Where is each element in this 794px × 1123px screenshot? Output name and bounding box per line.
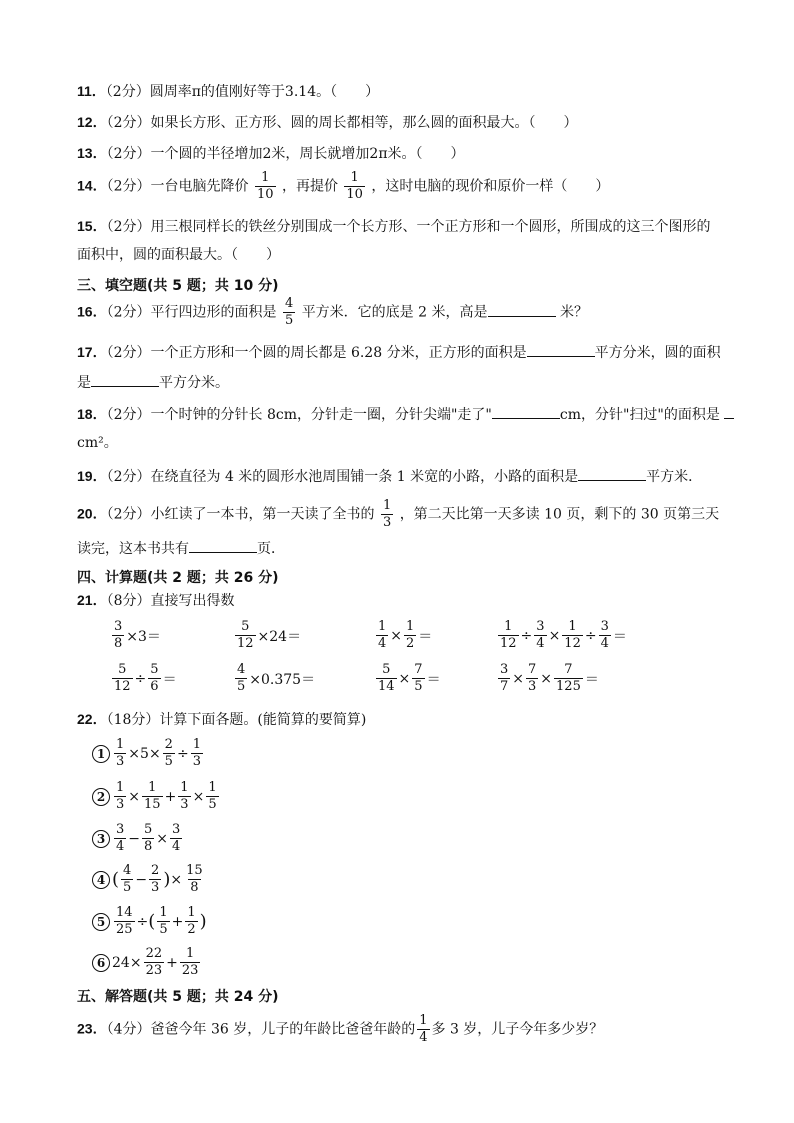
score: （2分） xyxy=(106,506,151,523)
question-16 xyxy=(77,296,588,329)
calc-item: $\frac{1}{12}$ ÷ $\frac{3}{4}$ × $\frac{1}{12}$ ÷ $\frac{3}{4}$ ＝ xyxy=(500,619,627,651)
calc-item: $\frac{5}{14}$ × $\frac{7}{5}$ ＝ xyxy=(378,662,441,694)
question-text: 一个时钟的分针长 8cm，分针走一圈，分针尖端"走了" xyxy=(150,407,492,423)
score: （2分） xyxy=(106,304,151,321)
score: （2分） xyxy=(106,219,151,235)
score: （8分） xyxy=(106,593,151,609)
question-18-cont: cm²。 xyxy=(77,435,118,451)
question-text: 平方分米，圆的面积 xyxy=(594,345,721,361)
answer-blank[interactable] xyxy=(492,404,560,419)
question-text: 平行四边形的面积是 xyxy=(150,304,277,321)
question-number: 20． xyxy=(77,505,107,522)
circled-number: 4 xyxy=(92,871,110,889)
question-text: 小红读了一本书，第一天读了全书的 xyxy=(150,506,375,523)
question-text: 多 3 岁，儿子今年多少岁？ xyxy=(431,1021,604,1038)
score: （2分） xyxy=(106,345,151,361)
question-number: 21． xyxy=(77,592,107,608)
calc-item: $\frac{4}{5}$ ×0.375＝ xyxy=(237,662,316,694)
question-text: 一个正方形和一个圆的周长都是 6.28 分米，正方形的面积是 xyxy=(150,345,527,361)
question-text: 一个圆的半径增加2米，周长就增加2π米。（ ） xyxy=(150,146,465,162)
question-number: 19． xyxy=(77,468,107,484)
question-14 xyxy=(77,170,609,203)
question-text: 直接写出得数 xyxy=(150,593,235,609)
question-number: 18． xyxy=(77,406,107,422)
fraction: $\frac{1}{4}$ xyxy=(419,1013,428,1045)
question-18 xyxy=(77,404,734,425)
question-text: ，这时电脑的现价和原价一样（ ） xyxy=(371,178,610,195)
fraction: $\frac{4}{5}$ xyxy=(284,296,294,328)
fraction: $\frac{1}{10}$ xyxy=(256,170,274,202)
question-text: 平方分米。 xyxy=(159,375,229,391)
section-title: 五、解答题(共 5 题；共 24 分) xyxy=(77,989,279,1005)
calc-problem-6: 6 24 × $\frac{22}{23}$ + $\frac{1}{23}$ xyxy=(92,946,202,979)
section-title: 三、填空题(共 5 题；共 10 分) xyxy=(77,278,279,294)
calc-problem-4: 4 ( $\frac{4}{5}$ − $\frac{2}{3}$ ) × $\frac{15}{8}$ xyxy=(92,863,207,896)
question-11 xyxy=(77,81,379,102)
question-13 xyxy=(77,143,465,164)
question-text: 米？ xyxy=(559,304,588,321)
question-15-cont: 面积中，圆的面积最大。（ ） xyxy=(77,247,280,263)
question-20-cont xyxy=(77,538,285,559)
question-number: 15． xyxy=(77,218,107,234)
question-20 xyxy=(77,498,719,531)
question-text: 爸爸今年 36 岁，儿子的年龄比爸爸年龄的 xyxy=(150,1021,416,1038)
question-23 xyxy=(77,1013,603,1046)
score: （4分） xyxy=(106,1021,151,1038)
score: （2分） xyxy=(106,469,151,485)
answer-blank[interactable] xyxy=(578,466,646,481)
calc-item: $\frac{5}{12}$ ×24＝ xyxy=(237,619,302,651)
question-17-cont xyxy=(77,372,229,393)
question-22 xyxy=(77,709,366,730)
section-title: 四、计算题(共 2 题；共 26 分) xyxy=(77,570,279,586)
answer-blank[interactable] xyxy=(527,342,595,357)
answer-blank[interactable] xyxy=(189,538,257,553)
question-text: 如果长方形、正方形、圆的周长都相等，那么圆的面积最大。（ ） xyxy=(150,115,578,131)
circled-number: 2 xyxy=(92,788,110,806)
score: （2分） xyxy=(106,115,151,131)
question-text: 页． xyxy=(257,541,285,557)
score: （2分） xyxy=(105,84,150,100)
question-number: 23． xyxy=(77,1020,107,1037)
calc-item: $\frac{5}{12}$ ÷ $\frac{5}{6}$ ＝ xyxy=(114,662,177,694)
answer-blank[interactable] xyxy=(488,302,556,317)
question-12 xyxy=(77,112,578,133)
question-text: 用三根同样长的铁丝分别围成一个长方形、一个正方形和一个圆形，所围成的这三个图形的 xyxy=(150,219,711,235)
question-number: 11． xyxy=(77,83,106,99)
question-text: 平方米．它的底是 2 米，高是 xyxy=(301,304,488,321)
fraction: $\frac{1}{10}$ xyxy=(346,170,363,202)
calc-item: $\frac{1}{4}$ × $\frac{1}{2}$ ＝ xyxy=(378,619,433,651)
question-number: 16． xyxy=(77,303,107,320)
circled-number: 3 xyxy=(92,830,110,848)
calc-problem-2: 2 $\frac{1}{3}$ × $\frac{1}{15}$ + $\frac{1}{3}$ × $\frac{1}{5}$ xyxy=(92,780,221,813)
question-text: cm，分针"扫过"的面积是 xyxy=(559,407,720,423)
question-text: ，再提价 xyxy=(281,178,338,195)
question-text: 平方米． xyxy=(646,469,703,485)
score: （2分） xyxy=(106,178,151,195)
question-19 xyxy=(77,466,702,487)
question-15 xyxy=(77,216,711,237)
calc-problem-5: 5 $\frac{14}{25}$ ÷ ( $\frac{1}{5}$ + $\frac{1}{2}$ ) xyxy=(92,905,207,938)
question-text: 是 xyxy=(77,375,91,391)
question-text: 圆周率π的值刚好等于3.14。（ ） xyxy=(149,84,380,100)
question-text: 一台电脑先降价 xyxy=(150,178,249,195)
circled-number: 6 xyxy=(92,954,110,972)
calc-item: $\frac{3}{7}$ × $\frac{7}{3}$ × $\frac{7}{125}$ ＝ xyxy=(500,662,599,694)
question-number: 13． xyxy=(77,145,107,161)
score: （18分） xyxy=(106,712,160,728)
answer-blank[interactable] xyxy=(724,404,734,419)
calc-item: $\frac{3}{8}$ ×3＝ xyxy=(114,619,161,651)
question-text: ，第二天比第一天多读 10 页，剩下的 30 页第三天 xyxy=(399,506,720,523)
question-21 xyxy=(77,590,235,611)
circled-number: 1 xyxy=(92,745,110,763)
question-number: 17． xyxy=(77,344,107,360)
question-17 xyxy=(77,342,721,363)
question-text: 读完，这本书共有 xyxy=(77,541,189,557)
question-text: 在绕直径为 4 米的圆形水池周围铺一条 1 米宽的小路，小路的面积是 xyxy=(150,469,579,485)
score: （2分） xyxy=(106,407,151,423)
calc-problem-3: 3 $\frac{3}{4}$ − $\frac{5}{8}$ × $\frac{3}{4}$ xyxy=(92,822,184,855)
question-number: 22． xyxy=(77,711,107,727)
circled-number: 5 xyxy=(92,913,110,931)
calc-problem-1: 1 $\frac{1}{3}$ × 5 × $\frac{2}{5}$ ÷ $\frac{1}{3}$ xyxy=(92,737,205,770)
question-text: 计算下面各题。(能简算的要简算) xyxy=(159,712,367,728)
question-number: 14． xyxy=(77,177,107,194)
answer-blank[interactable] xyxy=(91,372,159,387)
question-number: 12． xyxy=(77,114,107,130)
fraction: $\frac{1}{3}$ xyxy=(382,498,392,530)
score: （2分） xyxy=(106,146,151,162)
